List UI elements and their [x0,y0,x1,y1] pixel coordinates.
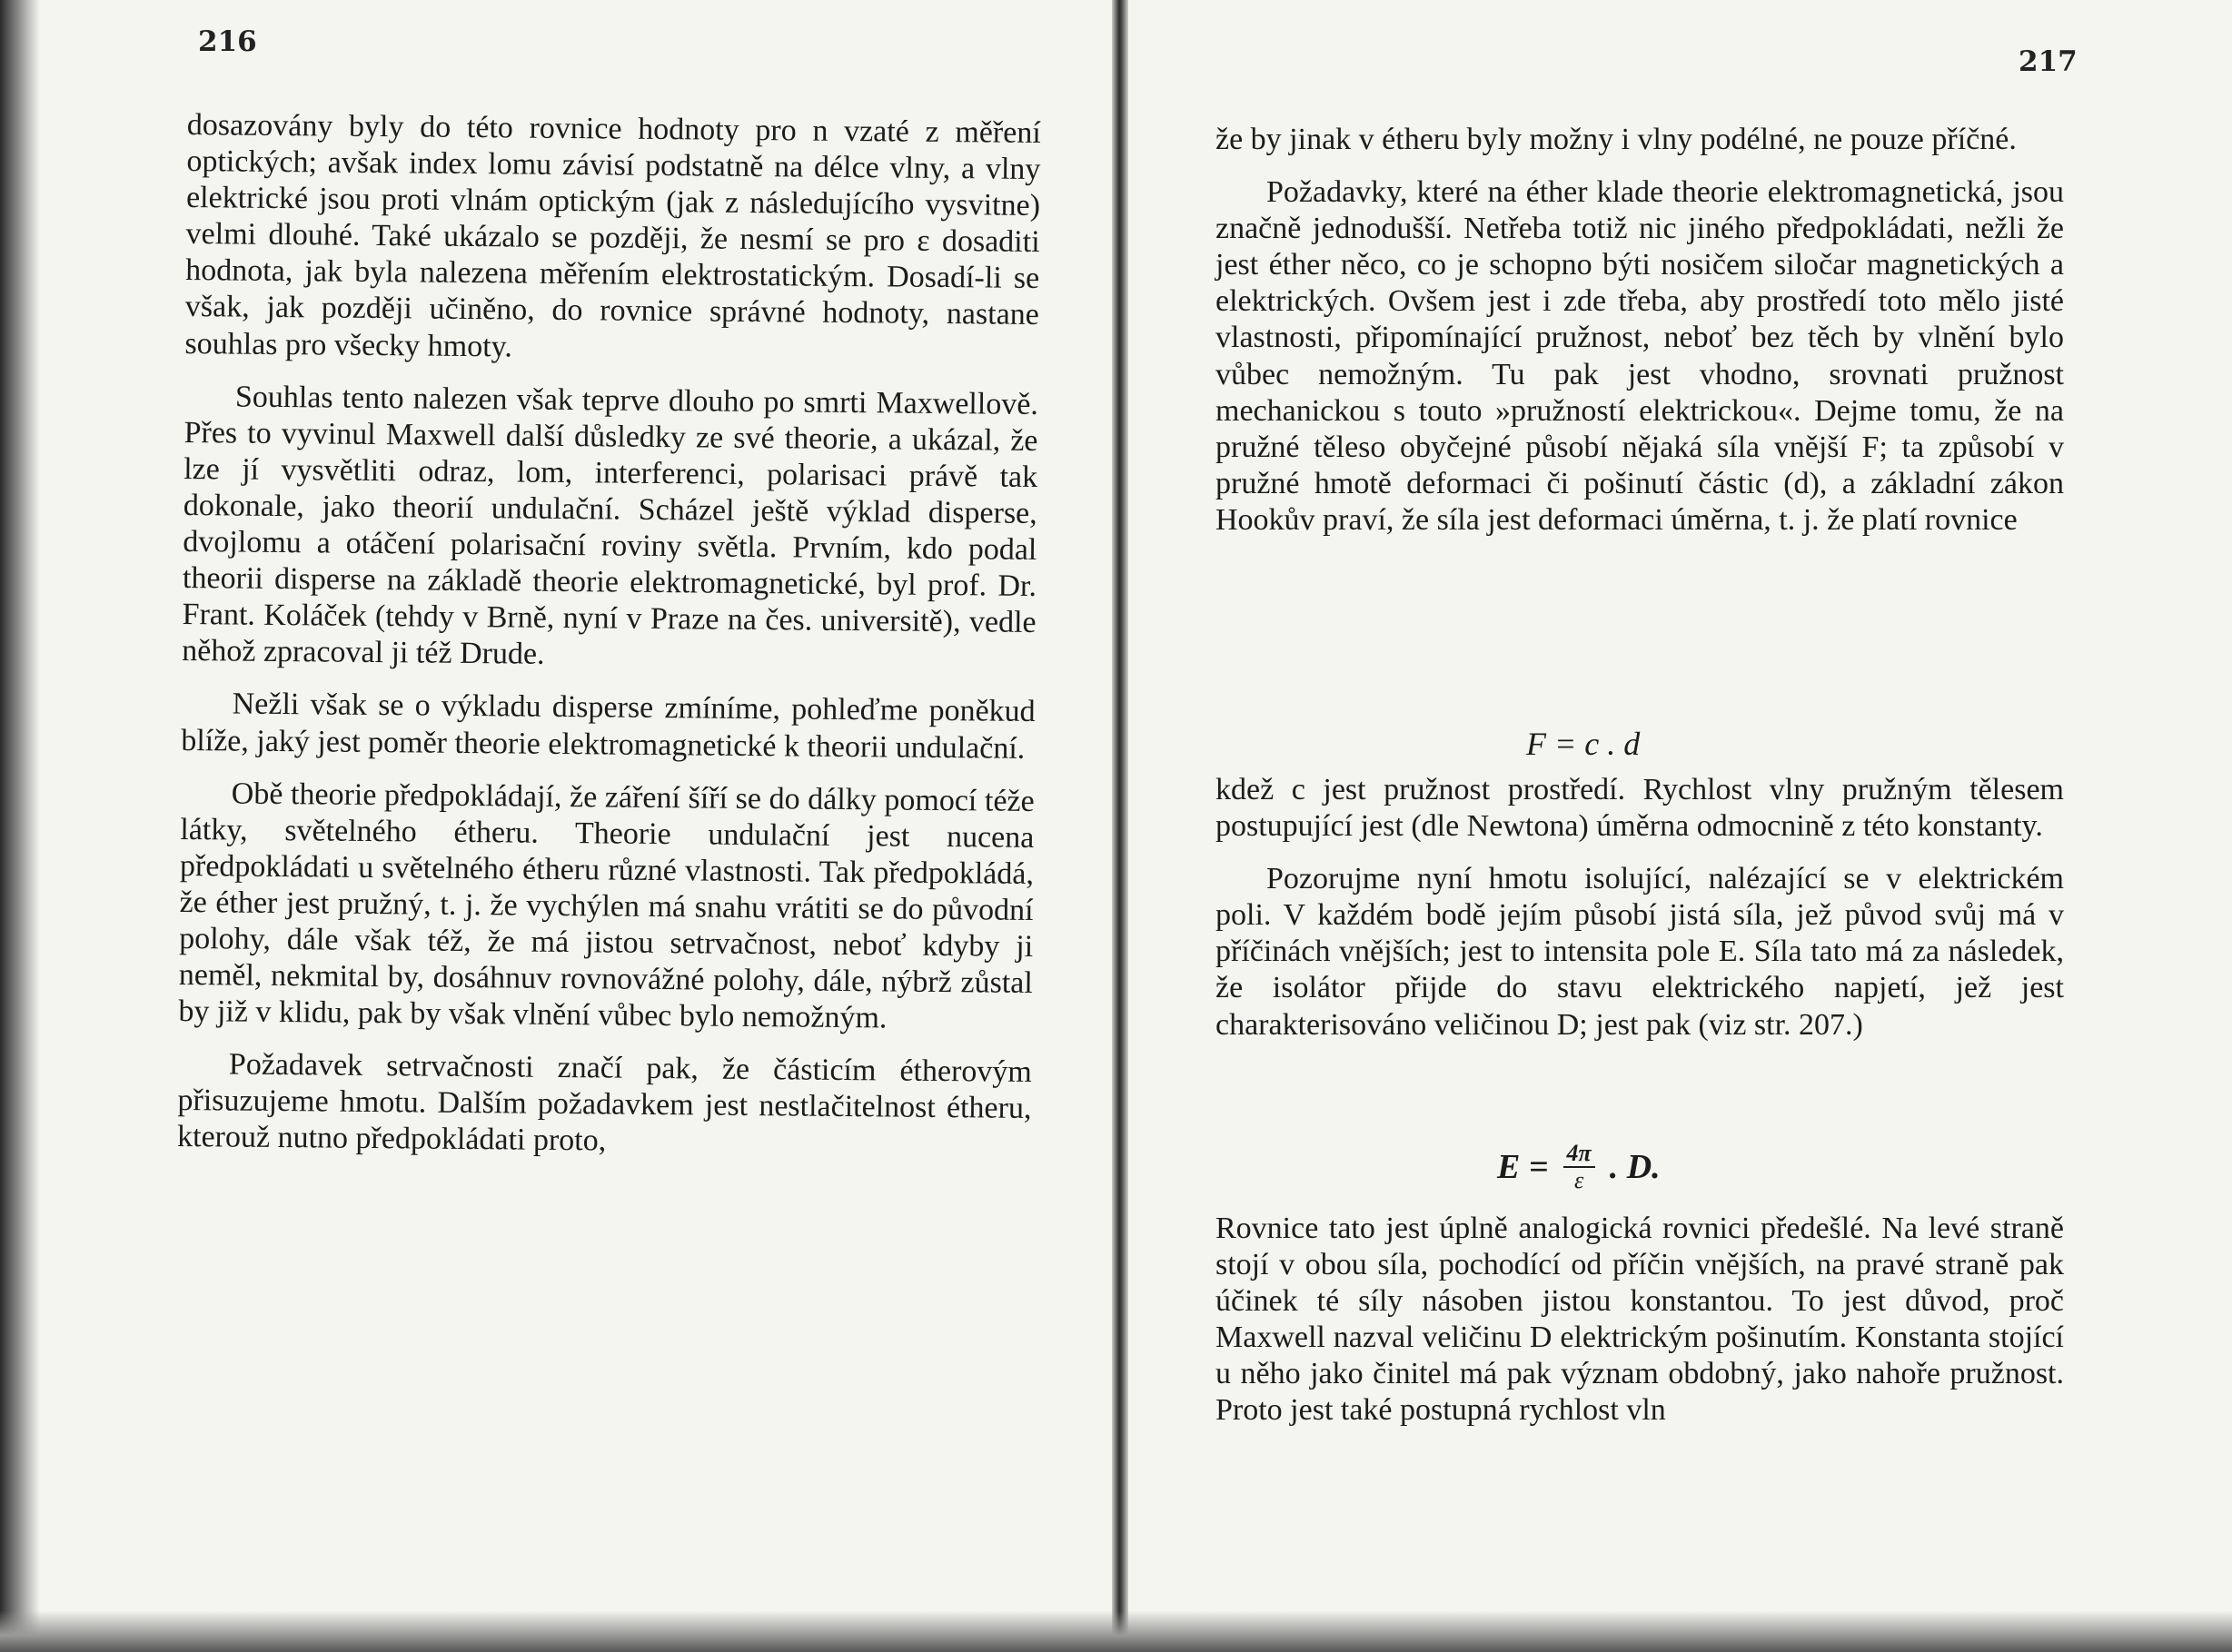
book-gutter [1112,0,1128,1652]
left-edge-shadow [0,0,40,1652]
formula-denominator: ε [1573,1167,1584,1193]
left-page-text [177,107,1041,1164]
formula-electric-displacement [1497,1141,1661,1193]
paragraph: Požadavky, které na éther klade theorie elektromagnetická, jsou značně jednodušší. Netřeba totiž nic jiného předpokládati, nežli že jest éther něco, co je schopno býti nosičem siločar magnetických a elektrických. Ovšem jest i zde třeba, aby prostředí toto mělo jisté vlastnosti, připomínající pružnost, neboť bez těch by vlnění bylo vůbec nemožným. Tu pak jest vhodno, srovnati pružnost mechanickou s touto »pružností elektrickou«. Dejme tomu, že na pružné těleso obyčejné působí nějaká síla vnější F; ta způsobí v pružné hmotě deformaci či pošinutí částic (d), a základní zákon Hookův praví, že síla jest deformaci úměrna, t. j. že platí rovnice [1215,175,2064,537]
formula-numerator: 4π [1563,1141,1595,1168]
paragraph: kdež c jest pružnost prostředí. Rychlost vlny pružným tělesem postupující jest (dle Newtona) úměrna odmocnině z této konstanty. [1215,773,2064,844]
paragraph: Obě theorie předpokládají, že záření šíří se do dálky pomocí téže látky, světelného étheru. Theorie undulační jest nucena předpokládati u světelného étheru různé vlastnosti. Tak předpokládá, že éther jest pružný, t. j. že vychýlen má snahu vrátiti se do původní polohy, dále však též, že má jistou setrvačnost, neboť kdyby ji neměl, nekmital by, dosáhnuv rovnovážné polohy, dále, nýbrž zůstal by již v klidu, pak by však vlnění vůbec bylo nemožným. [178,777,1035,1035]
paragraph: Souhlas tento nalezen však teprve dlouho po smrti Maxwellově. Přes to vyvinul Maxwell další důsledky ze své theorie, a ukázal, že lze jí vysvětliti odraz, lom, interferenci, polarisaci právě tak dokonale, jako theorií undulační. Scházel ještě výklad disperse, dvojlomu a otáčení polarisační roviny světla. Prvním, kdo podal theorii disperse na základě theorie elektromagnetické, byl prof. Dr. Frant. Koláček (tehdy v Brně, nyní v Praze na čes. universitě), vedle něhož zpracoval ji též Drude. [182,380,1039,672]
right-page-text-bottom [1215,1211,2064,1429]
paragraph: dosazovány byly do této rovnice hodnoty pro n vzaté z měření optických; avšak index lomu závisí podstatně na délce vlny, a vlny elektrické jsou proti vlnám optickým (jak z následujícího vysvitne) velmi dlouhé. Také ukázalo se později, že nesmí se pro ε dosaditi hodnota, jak byla nalezena měřením elektrostatickým. Dosadí-li se však, jak později učiněno, do rovnice správné hodnoty, nastane souhlas pro všecky hmoty. [184,107,1041,364]
bottom-edge-shadow [0,1610,2232,1652]
formula-fraction [1563,1141,1595,1193]
paragraph: Pozorujme nyní hmotu isolující, nalézající se v elektrickém poli. V každém bodě jejím působí jistá síla, jež původ svůj má v příčinách vnějších; jest to intensita pole E. Síla tato má za následek, že isolátor přijde do stavu elektrického napjetí, jež jest charakterisováno veličinou D; jest pak (viz str. 207.) [1215,862,2064,1042]
paragraph: Rovnice tato jest úplně analogická rovnici předešlé. Na levé straně stojí v obou síla, pochodící od příčin vnějších, na pravé straně pak účinek té síly násoben jistou konstantou. To jest důvod, proč Maxwell nazval veličinu D elektrickým pošinutím. Konstanta stojící u něho jako činitel má pak význam obdobný, jako nahoře pružnost. Proto jest také postupná rychlost vln [1215,1212,2064,1428]
paragraph: Nežli však se o výkladu disperse zmíníme, pohleďme poněkud blíže, jaký jest poměr theorie elektromagnetické k theorii undulační. [181,687,1036,766]
formula-lhs: E = [1497,1148,1549,1186]
formula-rhs: . D. [1609,1148,1661,1186]
right-page-text-middle [1215,772,2064,1044]
right-page-text-top [1215,122,2064,539]
page-number-left: 216 [198,25,257,58]
paragraph: že by jinak v étheru byly možny i vlny podélné, ne pouze příčné. [1215,123,2017,156]
paragraph: Požadavek setrvačnosti značí pak, že částicím étherovým přisuzujeme hmotu. Dalším požadavkem jest nestlačitelnost étheru, kterouž nutno předpokládati proto, [176,1047,1033,1158]
page-number-right: 217 [2019,45,2078,78]
formula-hooke: F = c . d [1526,726,1641,762]
